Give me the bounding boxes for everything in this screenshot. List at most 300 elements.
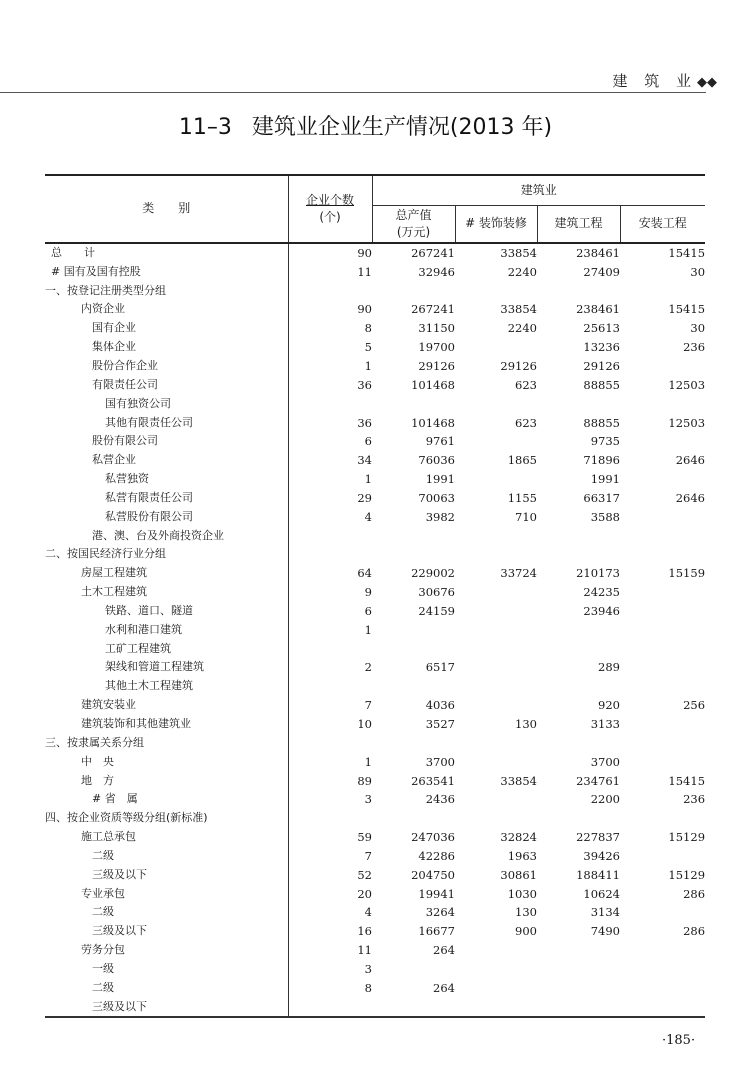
table-row bbox=[45, 545, 705, 564]
cell-count bbox=[288, 394, 372, 413]
row-label: 港、澳、台及外商投资企业 bbox=[45, 526, 288, 545]
table-row bbox=[45, 978, 705, 997]
cell-output: 16677 bbox=[418, 924, 455, 939]
header-count bbox=[288, 175, 372, 243]
cell-installation bbox=[620, 620, 705, 639]
row-label: 劳务分包 bbox=[45, 941, 288, 960]
cell-decoration bbox=[455, 338, 537, 357]
table-row bbox=[45, 394, 705, 413]
row-label: 建筑装饰和其他建筑业 bbox=[45, 715, 288, 734]
cell-building bbox=[537, 978, 620, 997]
table-row bbox=[45, 696, 705, 715]
cell-count bbox=[288, 639, 372, 658]
cell-installation: 30 bbox=[690, 321, 706, 336]
cell-count: 1 bbox=[364, 754, 372, 769]
cell-building: 29126 bbox=[583, 358, 620, 373]
cell-installation: 12503 bbox=[668, 415, 706, 430]
cell-output: 24159 bbox=[418, 603, 455, 618]
cell-count: 16 bbox=[357, 924, 372, 939]
cell-count: 7 bbox=[364, 848, 372, 863]
cell-building: 71896 bbox=[583, 453, 620, 468]
cell-installation: 15415 bbox=[668, 773, 706, 788]
cell-building: 3588 bbox=[590, 509, 620, 524]
cell-building: 1991 bbox=[590, 472, 620, 487]
row-label: 三级及以下 bbox=[45, 997, 288, 1017]
row-label: 中 央 bbox=[45, 752, 288, 771]
cell-installation bbox=[620, 394, 705, 413]
cell-count: 8 bbox=[364, 321, 372, 336]
cell-output: 76036 bbox=[418, 453, 455, 468]
cell-installation bbox=[620, 432, 705, 451]
cell-installation: 236 bbox=[683, 792, 706, 807]
header-count-label: 企业个数 bbox=[305, 192, 354, 207]
cell-output: 101468 bbox=[411, 377, 455, 392]
row-label: 二、按国民经济行业分组 bbox=[45, 545, 288, 564]
cell-count: 90 bbox=[357, 245, 372, 260]
cell-output bbox=[372, 809, 455, 828]
cell-installation bbox=[620, 960, 705, 979]
cell-decoration bbox=[455, 620, 537, 639]
cell-building bbox=[537, 394, 620, 413]
cell-decoration: 623 bbox=[515, 415, 537, 430]
cell-count: 89 bbox=[357, 773, 372, 788]
cell-installation bbox=[620, 658, 705, 677]
cell-building: 3700 bbox=[590, 754, 620, 769]
cell-building bbox=[537, 809, 620, 828]
cell-installation: 15159 bbox=[668, 566, 706, 581]
header-rule bbox=[0, 92, 706, 93]
table-row bbox=[45, 319, 705, 338]
cell-output: 70063 bbox=[418, 490, 455, 505]
cell-decoration bbox=[455, 602, 537, 621]
cell-count: 4 bbox=[364, 509, 372, 524]
header-group-construction: 建筑业 bbox=[372, 175, 705, 205]
table-row bbox=[45, 488, 705, 507]
cell-decoration: 2240 bbox=[507, 321, 537, 336]
table-title: 建筑业企业生产情况(2013 年) bbox=[251, 115, 553, 140]
cell-installation: 15129 bbox=[668, 867, 706, 882]
cell-installation: 2646 bbox=[675, 490, 706, 505]
row-label: 地 方 bbox=[45, 771, 288, 790]
row-label: 一、按登记注册类型分组 bbox=[45, 281, 288, 300]
cell-output bbox=[372, 526, 455, 545]
cell-building: 2200 bbox=[590, 792, 620, 807]
cell-output: 101468 bbox=[411, 415, 455, 430]
cell-building: 920 bbox=[598, 698, 620, 713]
cell-building: 39426 bbox=[583, 848, 620, 863]
row-label: 其他有限责任公司 bbox=[45, 413, 288, 432]
row-label: 工矿工程建筑 bbox=[45, 639, 288, 658]
table-row bbox=[45, 677, 705, 696]
cell-decoration: 900 bbox=[515, 924, 537, 939]
table-row bbox=[45, 564, 705, 583]
cell-installation bbox=[620, 281, 705, 300]
cell-installation bbox=[620, 639, 705, 658]
row-label: 二级 bbox=[45, 978, 288, 997]
cell-count: 3 bbox=[364, 961, 372, 976]
cell-installation: 2646 bbox=[675, 453, 706, 468]
cell-output: 229002 bbox=[411, 566, 455, 581]
cell-count: 90 bbox=[357, 302, 372, 317]
cell-decoration bbox=[455, 394, 537, 413]
cell-building bbox=[537, 733, 620, 752]
cell-output: 204750 bbox=[411, 867, 455, 882]
table-row bbox=[45, 451, 705, 470]
table-row bbox=[45, 658, 705, 677]
table-row bbox=[45, 903, 705, 922]
cell-installation bbox=[620, 526, 705, 545]
cell-output bbox=[372, 545, 455, 564]
row-label: 国有独资公司 bbox=[45, 394, 288, 413]
cell-decoration bbox=[455, 281, 537, 300]
cell-count bbox=[288, 526, 372, 545]
cell-building: 25613 bbox=[583, 321, 620, 336]
table-row bbox=[45, 809, 705, 828]
cell-output: 32946 bbox=[418, 264, 455, 279]
cell-output: 42286 bbox=[418, 848, 455, 863]
cell-output bbox=[372, 997, 455, 1017]
cell-installation: 256 bbox=[683, 698, 706, 713]
cell-decoration bbox=[455, 978, 537, 997]
table-row bbox=[45, 583, 705, 602]
cell-output: 29126 bbox=[418, 358, 455, 373]
header-category: 类 别 bbox=[45, 175, 288, 243]
cell-count: 34 bbox=[357, 453, 372, 468]
cell-count: 52 bbox=[357, 867, 372, 882]
cell-building bbox=[537, 941, 620, 960]
cell-decoration: 33854 bbox=[500, 302, 537, 317]
header-decoration: # 装饰装修 bbox=[455, 205, 537, 243]
cell-installation: 236 bbox=[683, 340, 706, 355]
cell-count: 9 bbox=[364, 585, 372, 600]
cell-installation bbox=[620, 507, 705, 526]
cell-installation: 15129 bbox=[668, 830, 706, 845]
cell-building bbox=[537, 526, 620, 545]
row-label: 土木工程建筑 bbox=[45, 583, 288, 602]
cell-building: 188411 bbox=[576, 867, 620, 882]
cell-installation bbox=[620, 903, 705, 922]
row-label: 建筑安装业 bbox=[45, 696, 288, 715]
page-title bbox=[0, 110, 731, 141]
cell-output: 3982 bbox=[425, 509, 455, 524]
cell-count: 6 bbox=[364, 603, 372, 618]
cell-building bbox=[537, 639, 620, 658]
cell-decoration bbox=[455, 583, 537, 602]
header-installation: 安装工程 bbox=[620, 205, 705, 243]
header-output-label: 总产值 bbox=[395, 207, 432, 222]
row-label: 四、按企业资质等级分组(新标准) bbox=[45, 809, 288, 828]
statistics-table bbox=[45, 174, 705, 1018]
header-output bbox=[372, 205, 455, 243]
cell-decoration bbox=[455, 696, 537, 715]
cell-decoration: 33854 bbox=[500, 773, 537, 788]
cell-building: 234761 bbox=[576, 773, 620, 788]
row-label: 其他土木工程建筑 bbox=[45, 677, 288, 696]
cell-count: 1 bbox=[364, 472, 372, 487]
table-row bbox=[45, 941, 705, 960]
table-row bbox=[45, 375, 705, 394]
row-label: 股份合作企业 bbox=[45, 357, 288, 376]
table-row bbox=[45, 620, 705, 639]
cell-count bbox=[288, 733, 372, 752]
cell-output bbox=[372, 960, 455, 979]
row-label: # 省 属 bbox=[45, 790, 288, 809]
table-row bbox=[45, 243, 705, 263]
cell-decoration bbox=[455, 526, 537, 545]
cell-building: 238461 bbox=[576, 302, 620, 317]
cell-count: 36 bbox=[357, 415, 372, 430]
cell-installation bbox=[620, 583, 705, 602]
cell-decoration bbox=[455, 545, 537, 564]
table-body bbox=[45, 243, 705, 1018]
row-label: 私营有限责任公司 bbox=[45, 488, 288, 507]
header-building: 建筑工程 bbox=[537, 205, 620, 243]
cell-output bbox=[372, 394, 455, 413]
table-row bbox=[45, 639, 705, 658]
cell-count: 11 bbox=[357, 264, 372, 279]
header-count-unit: (个) bbox=[319, 209, 341, 224]
cell-installation bbox=[620, 357, 705, 376]
cell-building bbox=[537, 677, 620, 696]
cell-decoration: 1865 bbox=[507, 453, 537, 468]
page-number: ·185· bbox=[662, 1033, 696, 1048]
cell-count: 59 bbox=[357, 830, 372, 845]
cell-output: 3264 bbox=[425, 905, 455, 920]
cell-building: 289 bbox=[598, 660, 620, 675]
table-row bbox=[45, 281, 705, 300]
cell-count: 11 bbox=[357, 943, 372, 958]
table-row bbox=[45, 771, 705, 790]
row-label: 架线和管道工程建筑 bbox=[45, 658, 288, 677]
cell-count: 29 bbox=[357, 490, 372, 505]
cell-building bbox=[537, 545, 620, 564]
table-row bbox=[45, 413, 705, 432]
cell-output: 267241 bbox=[411, 245, 455, 260]
cell-count bbox=[288, 677, 372, 696]
cell-building: 66317 bbox=[583, 490, 620, 505]
cell-building: 13236 bbox=[583, 340, 620, 355]
table-number: 11–3 bbox=[178, 115, 232, 140]
cell-output: 3700 bbox=[425, 754, 455, 769]
table-row bbox=[45, 733, 705, 752]
row-label: 内资企业 bbox=[45, 300, 288, 319]
cell-decoration: 33724 bbox=[500, 566, 537, 581]
cell-decoration: 130 bbox=[515, 717, 537, 732]
cell-installation bbox=[620, 847, 705, 866]
cell-installation bbox=[620, 809, 705, 828]
cell-count bbox=[288, 997, 372, 1017]
cell-decoration bbox=[455, 997, 537, 1017]
cell-decoration bbox=[455, 941, 537, 960]
cell-count: 6 bbox=[364, 434, 372, 449]
row-label: 水利和港口建筑 bbox=[45, 620, 288, 639]
cell-building: 3134 bbox=[590, 905, 620, 920]
cell-count: 4 bbox=[364, 905, 372, 920]
cell-installation bbox=[620, 752, 705, 771]
running-head-text: 建 筑 业 bbox=[612, 72, 697, 90]
cell-building: 24235 bbox=[583, 585, 620, 600]
row-label: 私营股份有限公司 bbox=[45, 507, 288, 526]
cell-count: 10 bbox=[357, 717, 372, 732]
table-row bbox=[45, 526, 705, 545]
cell-decoration bbox=[455, 658, 537, 677]
cell-building: 88855 bbox=[583, 377, 620, 392]
cell-count: 7 bbox=[364, 698, 372, 713]
cell-output bbox=[372, 733, 455, 752]
table-row bbox=[45, 338, 705, 357]
cell-count bbox=[288, 545, 372, 564]
row-label: 股份有限公司 bbox=[45, 432, 288, 451]
cell-decoration: 1030 bbox=[507, 886, 537, 901]
table-row bbox=[45, 828, 705, 847]
cell-building: 23946 bbox=[583, 603, 620, 618]
cell-output: 267241 bbox=[411, 302, 455, 317]
cell-building bbox=[537, 960, 620, 979]
cell-decoration bbox=[455, 677, 537, 696]
cell-building: 210173 bbox=[576, 566, 620, 581]
row-label: 专业承包 bbox=[45, 884, 288, 903]
cell-installation bbox=[620, 677, 705, 696]
cell-installation bbox=[620, 997, 705, 1017]
cell-count bbox=[288, 809, 372, 828]
cell-installation bbox=[620, 602, 705, 621]
cell-installation: 12503 bbox=[668, 377, 706, 392]
cell-output bbox=[372, 677, 455, 696]
cell-decoration: 1155 bbox=[507, 490, 537, 505]
cell-output: 247036 bbox=[411, 830, 455, 845]
row-label: 私营独资 bbox=[45, 470, 288, 489]
diamond-ornament-icon: ◆◆ bbox=[697, 75, 717, 90]
cell-decoration: 30861 bbox=[500, 867, 537, 882]
cell-building: 7490 bbox=[590, 924, 620, 939]
table-row bbox=[45, 960, 705, 979]
cell-count: 1 bbox=[364, 358, 372, 373]
cell-output: 30676 bbox=[418, 585, 455, 600]
row-label: 二级 bbox=[45, 847, 288, 866]
cell-count: 64 bbox=[357, 566, 372, 581]
row-label: 房屋工程建筑 bbox=[45, 564, 288, 583]
cell-installation: 15415 bbox=[668, 302, 706, 317]
row-label: 三、按隶属关系分组 bbox=[45, 733, 288, 752]
cell-building: 27409 bbox=[583, 264, 620, 279]
header-output-unit: (万元) bbox=[396, 224, 431, 239]
cell-output bbox=[372, 639, 455, 658]
table-row bbox=[45, 602, 705, 621]
cell-decoration bbox=[455, 639, 537, 658]
cell-installation bbox=[620, 733, 705, 752]
row-label: 三级及以下 bbox=[45, 865, 288, 884]
cell-decoration: 623 bbox=[515, 377, 537, 392]
table-row bbox=[45, 507, 705, 526]
cell-installation bbox=[620, 978, 705, 997]
cell-output bbox=[372, 281, 455, 300]
cell-building: 9735 bbox=[590, 434, 620, 449]
cell-output: 263541 bbox=[411, 773, 455, 788]
cell-output: 264 bbox=[433, 943, 455, 958]
table-row bbox=[45, 884, 705, 903]
row-label: 三级及以下 bbox=[45, 922, 288, 941]
cell-output: 9761 bbox=[425, 434, 455, 449]
table-row bbox=[45, 262, 705, 281]
table-row bbox=[45, 357, 705, 376]
cell-building: 227837 bbox=[576, 830, 620, 845]
cell-count: 20 bbox=[357, 886, 372, 901]
cell-output: 264 bbox=[433, 980, 455, 995]
row-label: # 国有及国有控股 bbox=[45, 262, 288, 281]
row-label: 总 计 bbox=[45, 243, 288, 263]
cell-decoration: 32824 bbox=[500, 830, 537, 845]
cell-installation bbox=[620, 470, 705, 489]
cell-output: 3527 bbox=[425, 717, 455, 732]
row-label: 施工总承包 bbox=[45, 828, 288, 847]
cell-decoration bbox=[455, 432, 537, 451]
cell-output: 1991 bbox=[425, 472, 455, 487]
cell-building bbox=[537, 997, 620, 1017]
table-row bbox=[45, 865, 705, 884]
cell-count: 3 bbox=[364, 792, 372, 807]
cell-building bbox=[537, 281, 620, 300]
cell-installation: 286 bbox=[683, 886, 706, 901]
cell-building: 3133 bbox=[590, 717, 620, 732]
table-row bbox=[45, 997, 705, 1017]
running-head bbox=[612, 70, 717, 91]
cell-decoration: 29126 bbox=[500, 358, 537, 373]
cell-output: 19700 bbox=[418, 340, 455, 355]
cell-output: 31150 bbox=[418, 321, 455, 336]
cell-output: 2436 bbox=[425, 792, 455, 807]
cell-decoration bbox=[455, 960, 537, 979]
table-row bbox=[45, 922, 705, 941]
table-row bbox=[45, 432, 705, 451]
table-row bbox=[45, 470, 705, 489]
cell-decoration bbox=[455, 470, 537, 489]
cell-count bbox=[288, 281, 372, 300]
cell-count: 5 bbox=[364, 340, 372, 355]
row-label: 集体企业 bbox=[45, 338, 288, 357]
cell-building: 238461 bbox=[576, 245, 620, 260]
cell-output: 6517 bbox=[425, 660, 455, 675]
cell-count: 8 bbox=[364, 980, 372, 995]
table-row bbox=[45, 790, 705, 809]
table-row bbox=[45, 300, 705, 319]
cell-decoration bbox=[455, 790, 537, 809]
cell-building: 10624 bbox=[583, 886, 620, 901]
cell-decoration: 1963 bbox=[507, 848, 537, 863]
cell-installation bbox=[620, 941, 705, 960]
row-label: 国有企业 bbox=[45, 319, 288, 338]
cell-decoration: 2240 bbox=[507, 264, 537, 279]
table-row bbox=[45, 715, 705, 734]
cell-decoration: 130 bbox=[515, 905, 537, 920]
cell-count: 36 bbox=[357, 377, 372, 392]
row-label: 私营企业 bbox=[45, 451, 288, 470]
cell-decoration: 710 bbox=[515, 509, 537, 524]
cell-building bbox=[537, 620, 620, 639]
cell-output bbox=[372, 620, 455, 639]
cell-installation bbox=[620, 715, 705, 734]
cell-decoration bbox=[455, 733, 537, 752]
row-label: 一级 bbox=[45, 960, 288, 979]
cell-output: 19941 bbox=[418, 886, 455, 901]
cell-output: 4036 bbox=[425, 698, 455, 713]
row-label: 二级 bbox=[45, 903, 288, 922]
row-label: 有限责任公司 bbox=[45, 375, 288, 394]
table-row bbox=[45, 752, 705, 771]
cell-installation: 15415 bbox=[668, 245, 706, 260]
cell-decoration bbox=[455, 752, 537, 771]
cell-installation: 286 bbox=[683, 924, 706, 939]
cell-building: 88855 bbox=[583, 415, 620, 430]
